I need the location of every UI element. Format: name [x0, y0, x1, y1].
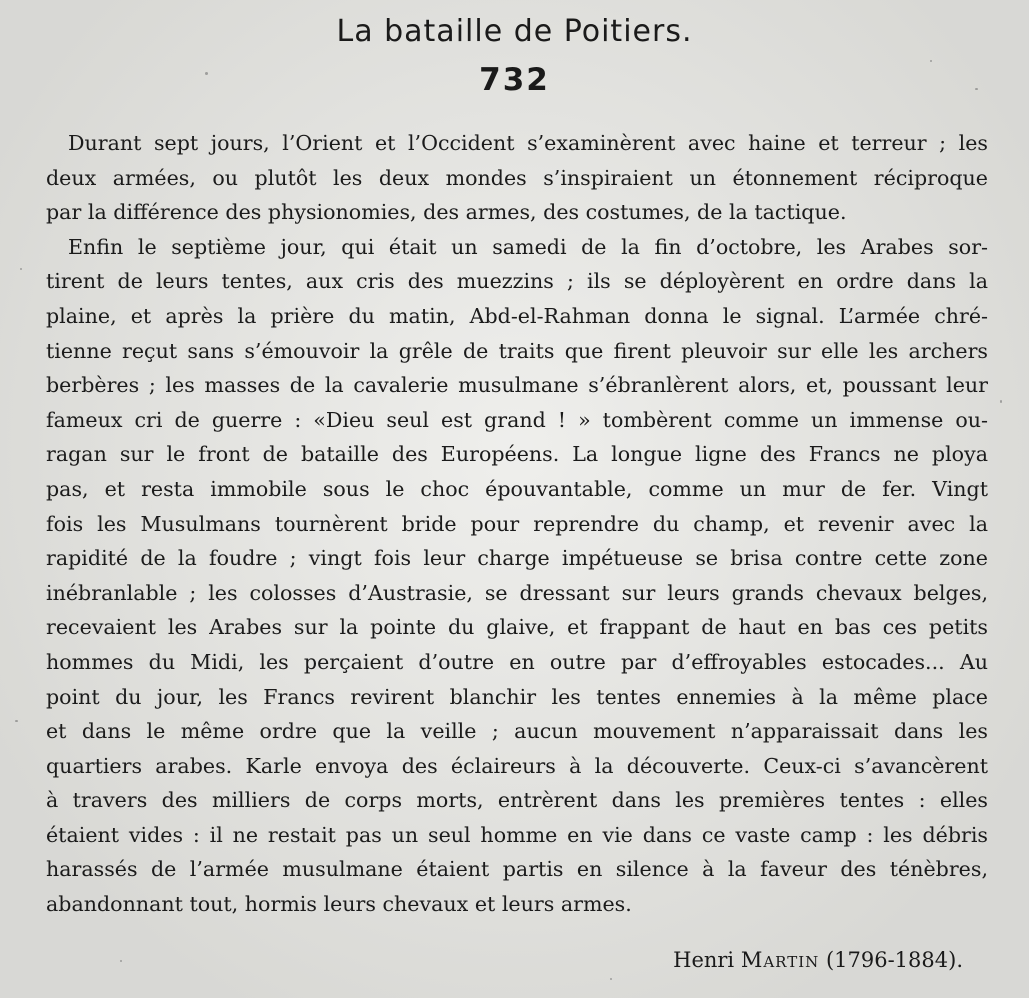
text-line: plaine, et après la prière du matin, Abd-el-Rahman donna le signal. L’armée chré-	[46, 303, 988, 328]
body-text	[46, 126, 988, 922]
text-line: fois les Musulmans tournèrent bride pour reprendre du champ, et revenir avec la	[46, 511, 988, 536]
document-title: La bataille de Poitiers.	[336, 14, 693, 49]
text-line: à travers des milliers de corps morts, entrèrent dans les premières tentes : elles	[46, 788, 988, 813]
paper-speck	[930, 60, 932, 62]
text-line: harassés de l’armée musulmane étaient partis en silence à la faveur des ténèbres,	[46, 857, 988, 882]
text-line: tirent de leurs tentes, aux cris des muezzins ; ils se déployèrent en ordre dans la	[46, 269, 988, 294]
paper-speck	[205, 72, 208, 75]
author-attribution	[673, 948, 963, 972]
author-dates: (1796-1884).	[825, 948, 963, 972]
text-line: Enfin le septième jour, qui était un samedi de la fin d’octobre, les Arabes sor-	[68, 234, 988, 259]
author-last-name: Martin	[740, 948, 820, 972]
text-line: quartiers arabes. Karle envoya des éclaireurs à la découverte. Ceux-ci s’avancèrent	[46, 753, 988, 778]
text-line: recevaient les Arabes sur la pointe du glaive, et frappant de haut en bas ces petits	[46, 615, 988, 640]
text-line: et dans le même ordre que la veille ; aucun mouvement n’apparaissait dans les	[46, 719, 988, 744]
paper-speck	[20, 268, 22, 270]
paper-speck	[975, 88, 978, 90]
text-line: hommes du Midi, les perçaient d’outre en outre par d’effroyables estocades... Au	[46, 649, 988, 674]
document-year: 732	[479, 62, 550, 98]
paper-speck	[1000, 400, 1002, 403]
paper-speck	[15, 720, 18, 722]
text-line: inébranlable ; les colosses d’Austrasie, se dressant sur leurs grands chevaux belges,	[46, 580, 988, 605]
text-line: tienne reçut sans s’émouvoir la grêle de traits que firent pleuvoir sur elle les archers	[46, 338, 988, 363]
text-line: par la différence des physionomies, des armes, des costumes, de la tactique.	[46, 200, 847, 225]
text-line: Durant sept jours, l’Orient et l’Occident s’examinèrent avec haine et terreur ; les	[68, 131, 988, 155]
text-line: rapidité de la foudre ; vingt fois leur charge impétueuse se brisa contre cette zone	[46, 546, 988, 571]
text-line: étaient vides : il ne restait pas un seul homme en vie dans ce vaste camp : les débris	[46, 822, 988, 847]
text-line: pas, et resta immobile sous le choc épouvantable, comme un mur de fer. Vingt	[46, 476, 988, 501]
paper-speck	[610, 978, 612, 980]
text-line: abandonnant tout, hormis leurs chevaux et leurs armes.	[46, 892, 632, 917]
author-first-name: Henri	[673, 948, 735, 972]
text-line: fameux cri de guerre : «Dieu seul est grand ! » tombèrent comme un immense ou-	[46, 407, 988, 432]
text-line: deux armées, ou plutôt les deux mondes s’inspiraient un étonnement réciproque	[46, 165, 988, 190]
text-line: point du jour, les Francs revirent blanchir les tentes ennemies à la même place	[46, 684, 988, 709]
text-line: ragan sur le front de bataille des Européens. La longue ligne des Francs ne ploya	[46, 442, 988, 467]
paper-speck	[120, 960, 122, 962]
text-line: berbères ; les masses de la cavalerie musulmane s’ébranlèrent alors, et, poussant leur	[46, 373, 988, 398]
